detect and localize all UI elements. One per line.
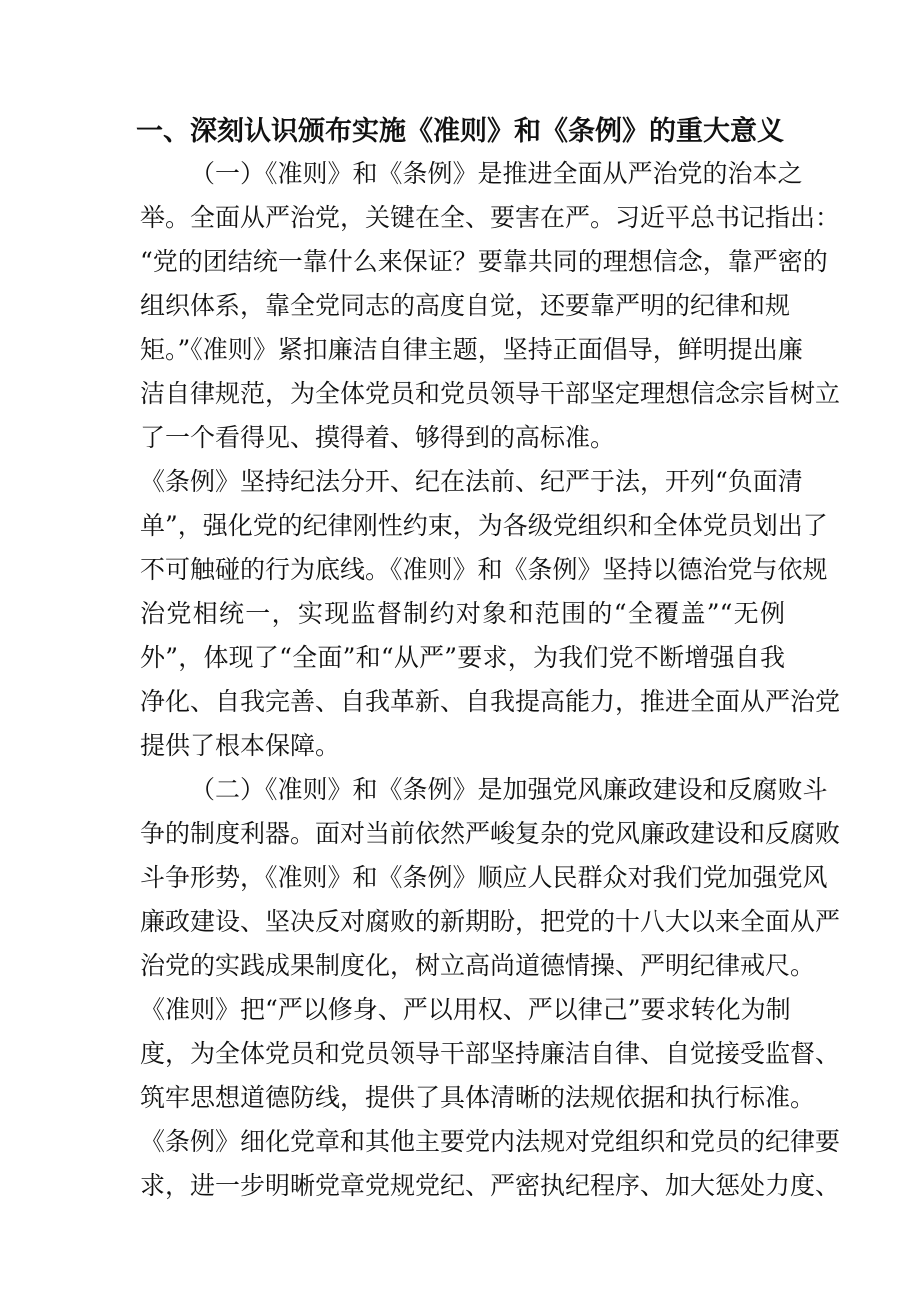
paragraph-3-line-1: （二）《准则》和《条例》是加强党风廉政建设和反腐败斗 [190,775,828,804]
paragraph-4-line-1: 《准则》把“严以修身、严以用权、严以律己”要求转化为制 [140,995,791,1024]
section-heading: 一、深刻认识颁布实施《准则》和《条例》的重大意义 [136,116,784,147]
paragraph-2-line-3: 不可触碰的行为底线。《准则》和《条例》坚持以德治党与依规 [140,555,828,584]
paragraph-2-line-6: 净化、自我完善、自我革新、自我提高能力，推进全面从严治党 [140,687,841,716]
paragraph-3-line-4: 廉政建设、坚决反对腐败的新期盼，把党的十八大以来全面从严 [140,907,841,936]
paragraph-1-line-7: 了一个看得见、摸得着、够得到的高标准。 [140,423,616,452]
paragraph-5-line-2: 求，进一步明晰党章党规党纪、严密执纪程序、加大惩处力度、 [140,1171,841,1200]
paragraph-1-line-5: 矩。”《准则》紧扣廉洁自律主题，坚持正面倡导，鲜明提出廉 [140,335,803,364]
paragraph-1-line-6: 洁自律规范，为全体党员和党员领导干部坚定理想信念宗旨树立 [140,379,841,408]
paragraph-4-line-2: 度，为全体党员和党员领导干部坚持廉洁自律、自觉接受监督、 [140,1039,841,1068]
paragraph-5-line-1: 《条例》细化党章和其他主要党内法规对党组织和党员的纪律要 [140,1127,841,1156]
paragraph-1-line-1: （一）《准则》和《条例》是推进全面从严治党的治本之 [190,159,803,188]
paragraph-3-line-5: 治党的实践成果制度化，树立高尚道德情操、严明纪律戒尺。 [140,951,816,980]
paragraph-2-line-4: 治党相统一，实现监督制约对象和范围的“全覆盖”“无例 [140,599,785,628]
paragraph-3-line-3: 斗争形势，《准则》和《条例》顺应人民群众对我们党加强党风 [140,863,828,892]
paragraph-3-line-2: 争的制度利器。面对当前依然严峻复杂的党风廉政建设和反腐败 [140,819,841,848]
paragraph-2-line-2: 单”，强化党的纪律刚性约束，为各级党组织和全体党员划出了 [140,511,828,540]
paragraph-2-line-5: 外”，体现了“全面”和“从严”要求，为我们党不断增强自我 [140,643,785,672]
paragraph-4-line-3: 筑牢思想道德防线，提供了具体清晰的法规依据和执行标准。 [140,1083,816,1112]
paragraph-2-line-1: 《条例》坚持纪法分开、纪在法前、纪严于法，开列“负面清 [140,467,803,496]
paragraph-1-line-3: “党的团结统一靠什么来保证？要靠共同的理想信念，靠严密的 [140,247,828,276]
paragraph-1-line-4: 组织体系，靠全党同志的高度自觉，还要靠严明的纪律和规 [140,291,791,320]
paragraph-1-line-2: 举。全面从严治党，关键在全、要害在严。习近平总书记指出： [140,203,841,232]
paragraph-2-line-7: 提供了根本保障。 [140,731,341,760]
